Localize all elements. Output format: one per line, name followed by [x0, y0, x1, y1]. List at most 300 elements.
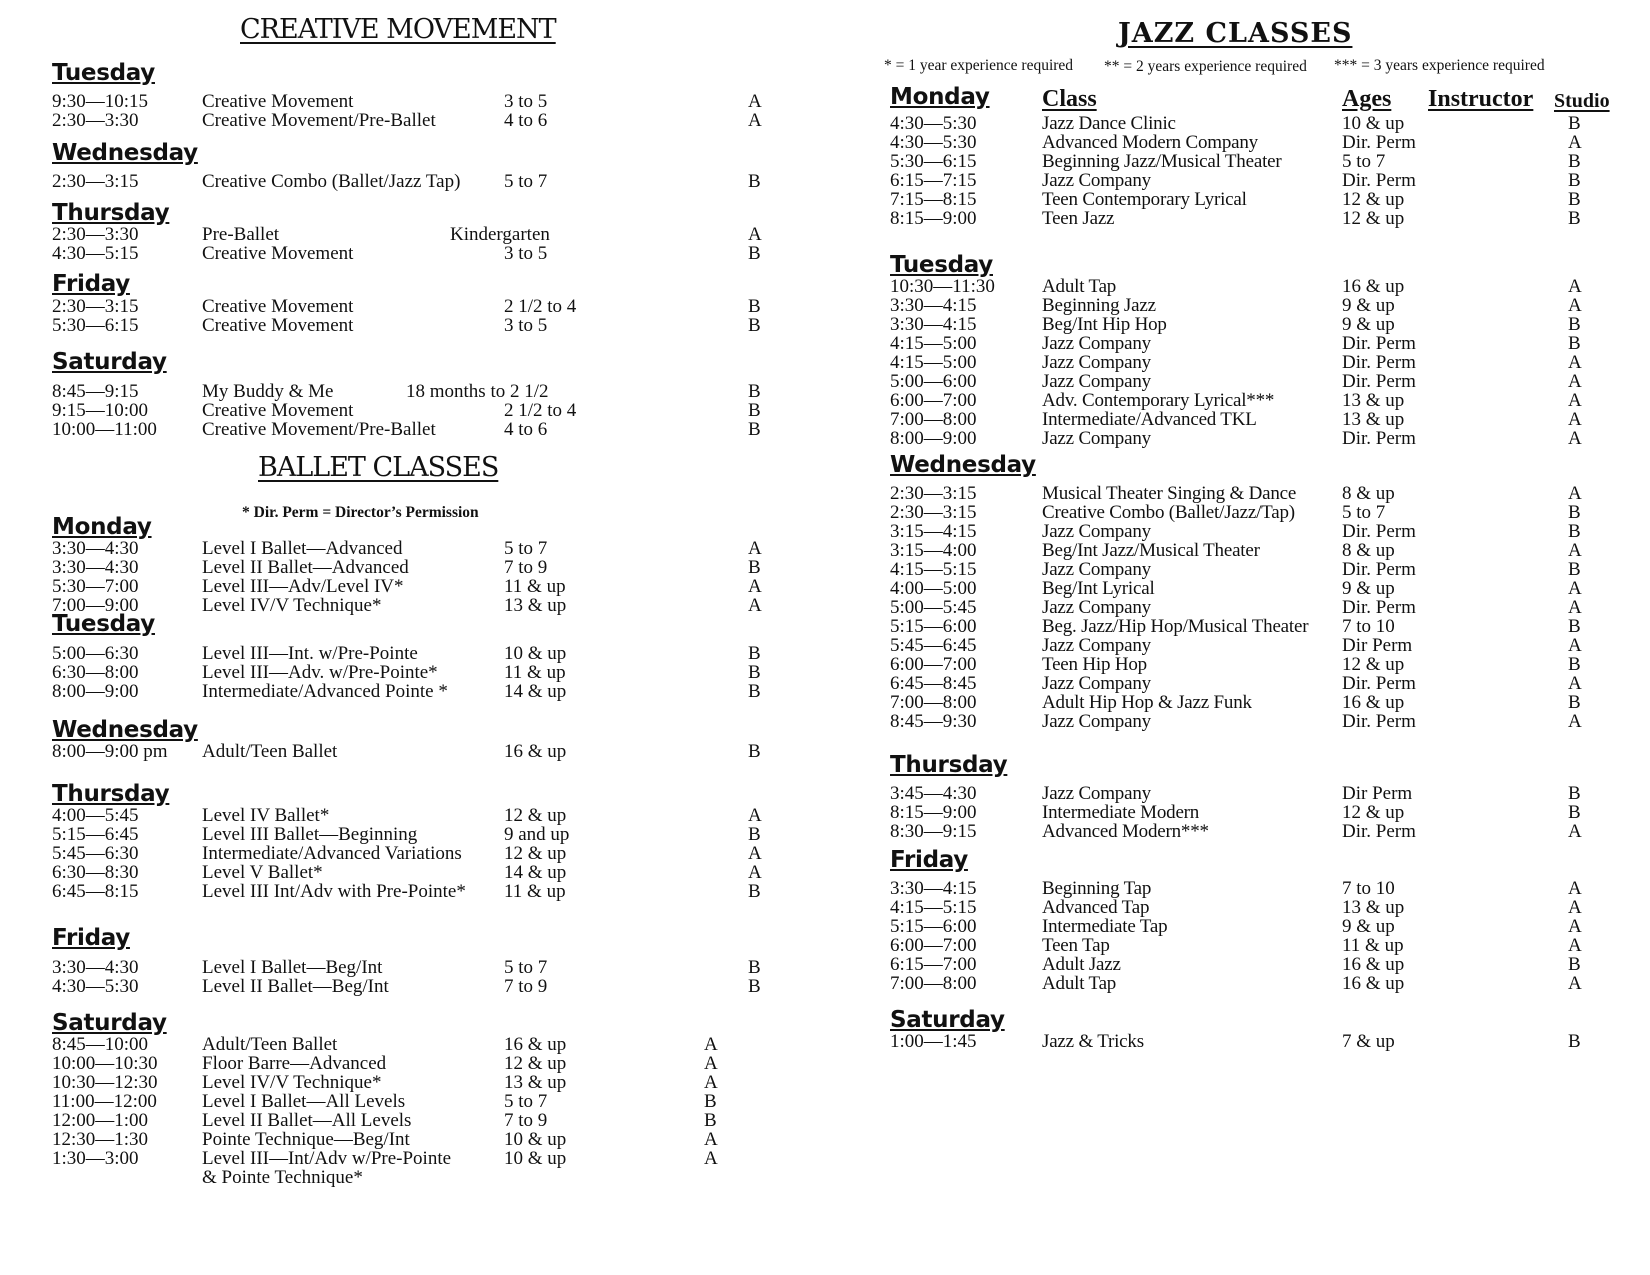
- creative-movement-class-row: [52, 316, 792, 336]
- class-name: Jazz Company: [1042, 673, 1151, 694]
- class-studio: B: [704, 1091, 717, 1112]
- jazz-class-row: [890, 1032, 1630, 1052]
- jazz-class-row: [890, 917, 1630, 937]
- class-name: Jazz Company: [1042, 635, 1151, 656]
- class-ages: 12 & up: [1342, 189, 1405, 210]
- class-studio: A: [1568, 597, 1582, 618]
- creative-movement-day-heading: Wednesday: [52, 140, 198, 166]
- jazz-class-row: [890, 353, 1630, 373]
- class-time: 6:15—7:15: [890, 170, 977, 191]
- jazz-class-row: [890, 955, 1630, 975]
- class-studio: A: [704, 1034, 718, 1055]
- creative-movement-day-heading: Thursday: [52, 200, 170, 226]
- class-name: Jazz Company: [1042, 559, 1151, 580]
- class-name: Musical Theater Singing & Dance: [1042, 483, 1297, 504]
- class-name: Jazz Company: [1042, 521, 1151, 542]
- class-name: Advanced Tap: [1042, 897, 1150, 918]
- ballet-day-heading: Friday: [52, 925, 130, 951]
- ballet-day-heading: Tuesday: [52, 611, 155, 637]
- class-ages: 13 & up: [1342, 390, 1405, 411]
- class-studio: B: [1568, 954, 1581, 975]
- class-name: Teen Hip Hop: [1042, 654, 1147, 675]
- ballet-class-row: [52, 577, 792, 597]
- class-time: 6:00—7:00: [890, 654, 977, 675]
- class-name: Pointe Technique—Beg/Int: [202, 1129, 410, 1150]
- class-time: 7:00—8:00: [890, 409, 977, 430]
- class-ages: Dir. Perm: [1342, 711, 1416, 732]
- class-name: Creative Movement: [202, 296, 354, 317]
- class-name: Intermediate Modern: [1042, 802, 1200, 823]
- class-name: Intermediate/Advanced TKL: [1042, 409, 1257, 430]
- jazz-class-row: [890, 879, 1630, 899]
- class-time: 5:00—6:30: [52, 643, 139, 664]
- jazz-class-row: [890, 484, 1630, 504]
- class-studio: A: [704, 1053, 718, 1074]
- class-name: Advanced Modern***: [1042, 821, 1209, 842]
- class-ages: Dir. Perm: [1342, 521, 1416, 542]
- ballet-class-row: [52, 1054, 792, 1074]
- class-ages: 5 to 7: [504, 1091, 548, 1112]
- class-time: 4:15—5:00: [890, 333, 977, 354]
- class-time: 3:45—4:30: [890, 783, 977, 804]
- jazz-class-row: [890, 277, 1630, 297]
- class-time: 8:00—9:00: [890, 428, 977, 449]
- class-name: Creative Movement: [202, 91, 354, 112]
- class-ages: 7 to 9: [504, 557, 548, 578]
- class-name: Jazz Company: [1042, 371, 1151, 392]
- class-ages: 12 & up: [1342, 208, 1405, 229]
- class-ages: 12 & up: [504, 1053, 567, 1074]
- class-studio: A: [748, 576, 762, 597]
- class-ages: 13 & up: [504, 595, 567, 616]
- jazz-class-row: [890, 315, 1630, 335]
- class-time: 2:30—3:15: [890, 483, 977, 504]
- header-class: Class: [1042, 86, 1097, 112]
- header-instructor: Instructor: [1428, 86, 1534, 112]
- creative-movement-class-row: [52, 244, 792, 264]
- class-ages: 12 & up: [504, 805, 567, 826]
- class-studio: B: [1568, 692, 1581, 713]
- class-studio: B: [1568, 189, 1581, 210]
- class-time: 3:15—4:15: [890, 521, 977, 542]
- class-ages: 7 to 10: [1342, 878, 1395, 899]
- jazz-note-2: ** = 2 years experience required: [1104, 58, 1307, 75]
- class-studio: B: [748, 824, 761, 845]
- class-ages: 16 & up: [504, 741, 567, 762]
- jazz-day-heading: Monday: [890, 84, 990, 110]
- class-name: Level III—Int. w/Pre-Pointe: [202, 643, 418, 664]
- jazz-class-row: [890, 974, 1630, 994]
- jazz-class-row: [890, 579, 1630, 599]
- jazz-class-row: [890, 334, 1630, 354]
- class-ages: 12 & up: [504, 843, 567, 864]
- class-ages: 13 & up: [504, 1072, 567, 1093]
- jazz-class-row: [890, 429, 1630, 449]
- class-name: Creative Movement: [202, 315, 354, 336]
- class-time: 7:15—8:15: [890, 189, 977, 210]
- class-time: 4:15—5:00: [890, 352, 977, 373]
- class-studio: A: [1568, 935, 1582, 956]
- class-studio: B: [748, 243, 761, 264]
- class-name: Level II Ballet—All Levels: [202, 1110, 412, 1131]
- class-time: 2:30—3:30: [52, 110, 139, 131]
- class-name: Beg. Jazz/Hip Hop/Musical Theater: [1042, 616, 1309, 637]
- class-time: 10:00—11:00: [52, 419, 157, 440]
- class-time: 3:30—4:30: [52, 557, 139, 578]
- class-ages: 13 & up: [1342, 897, 1405, 918]
- class-ages: 10 & up: [1342, 113, 1405, 134]
- class-studio: B: [748, 557, 761, 578]
- class-studio: B: [1568, 616, 1581, 637]
- ballet-day-heading: Wednesday: [52, 717, 198, 743]
- jazz-day-heading: Thursday: [890, 752, 1008, 778]
- ballet-class-row: [52, 1111, 792, 1131]
- class-studio: B: [748, 381, 761, 402]
- jazz-class-row: [890, 522, 1630, 542]
- class-ages: Dir. Perm: [1342, 428, 1416, 449]
- jazz-class-row: [890, 803, 1630, 823]
- class-ages: Dir. Perm: [1342, 597, 1416, 618]
- ballet-class-row: [52, 1168, 792, 1188]
- class-name: Level III—Int/Adv w/Pre-Pointe: [202, 1148, 452, 1169]
- class-ages: 9 & up: [1342, 578, 1395, 599]
- class-studio: A: [1568, 673, 1582, 694]
- class-ages: 9 & up: [1342, 295, 1395, 316]
- class-ages: 18 months to 2 1/2: [406, 381, 549, 402]
- class-name: Adult Jazz: [1042, 954, 1121, 975]
- creative-movement-class-row: [52, 92, 792, 112]
- class-ages: 12 & up: [1342, 654, 1405, 675]
- class-name: Level I Ballet—Beg/Int: [202, 957, 383, 978]
- class-time: 12:00—1:00: [52, 1110, 149, 1131]
- class-studio: A: [1568, 540, 1582, 561]
- class-name: Creative Combo (Ballet/Jazz/Tap): [1042, 502, 1295, 523]
- ballet-class-row: [52, 1035, 792, 1055]
- class-studio: B: [704, 1110, 717, 1131]
- class-ages: 16 & up: [1342, 692, 1405, 713]
- class-name: Teen Jazz: [1042, 208, 1115, 229]
- class-ages: 4 to 6: [504, 419, 548, 440]
- class-ages: 5 to 7: [504, 538, 548, 559]
- ballet-day-heading: Monday: [52, 514, 152, 540]
- class-ages: Dir. Perm: [1342, 821, 1416, 842]
- jazz-class-row: [890, 617, 1630, 637]
- class-name: Level IV Ballet*: [202, 805, 330, 826]
- class-studio: A: [748, 843, 762, 864]
- jazz-class-row: [890, 784, 1630, 804]
- class-name: Beginning Jazz/Musical Theater: [1042, 151, 1282, 172]
- class-ages: 5 to 7: [1342, 502, 1386, 523]
- class-time: 10:00—10:30: [52, 1053, 158, 1074]
- class-studio: A: [1568, 878, 1582, 899]
- ballet-title: BALLET CLASSES: [258, 452, 499, 483]
- class-time: 4:30—5:30: [52, 976, 139, 997]
- ballet-class-row: [52, 596, 792, 616]
- class-ages: 5 to 7: [1342, 151, 1386, 172]
- class-name: Intermediate Tap: [1042, 916, 1168, 937]
- class-studio: B: [748, 171, 761, 192]
- class-studio: B: [1568, 783, 1581, 804]
- creative-movement-title: CREATIVE MOVEMENT: [240, 14, 556, 45]
- class-name: Beg/Int Jazz/Musical Theater: [1042, 540, 1260, 561]
- class-studio: B: [1568, 802, 1581, 823]
- class-studio: B: [1568, 654, 1581, 675]
- ballet-class-row: [52, 1149, 792, 1169]
- jazz-day-heading: Friday: [890, 847, 968, 873]
- jazz-class-row: [890, 171, 1630, 191]
- class-time: 5:45—6:45: [890, 635, 977, 656]
- class-ages: Kindergarten: [450, 224, 550, 245]
- class-time: 7:00—8:00: [890, 692, 977, 713]
- class-time: 4:30—5:30: [890, 132, 977, 153]
- class-time: 11:00—12:00: [52, 1091, 157, 1112]
- class-studio: B: [748, 957, 761, 978]
- jazz-class-row: [890, 598, 1630, 618]
- class-time: 8:45—10:00: [52, 1034, 149, 1055]
- jazz-class-row: [890, 503, 1630, 523]
- class-name: Pre-Ballet: [202, 224, 280, 245]
- class-name: Adult Tap: [1042, 973, 1117, 994]
- class-studio: A: [1568, 371, 1582, 392]
- class-name: Level IV/V Technique*: [202, 595, 382, 616]
- class-ages: Dir. Perm: [1342, 352, 1416, 373]
- class-studio: A: [1568, 295, 1582, 316]
- class-time: 5:15—6:00: [890, 916, 977, 937]
- class-studio: A: [704, 1129, 718, 1150]
- class-name: Intermediate/Advanced Variations: [202, 843, 462, 864]
- class-ages: Dir. Perm: [1342, 371, 1416, 392]
- class-time: 4:30—5:30: [890, 113, 977, 134]
- class-ages: 7 to 9: [504, 1110, 548, 1131]
- ballet-class-row: [52, 844, 792, 864]
- class-name: Level V Ballet*: [202, 862, 323, 883]
- class-time: 3:30—4:30: [52, 538, 139, 559]
- class-ages: 9 & up: [1342, 314, 1395, 335]
- class-studio: A: [1568, 711, 1582, 732]
- class-studio: A: [748, 538, 762, 559]
- class-ages: 7 to 9: [504, 976, 548, 997]
- creative-movement-day-heading: Saturday: [52, 349, 167, 375]
- class-time: 8:15—9:00: [890, 208, 977, 229]
- class-time: 2:30—3:15: [890, 502, 977, 523]
- creative-movement-class-row: [52, 111, 792, 131]
- jazz-note-3: *** = 3 years experience required: [1334, 57, 1545, 74]
- class-ages: Dir. Perm: [1342, 170, 1416, 191]
- class-name: Level IV/V Technique*: [202, 1072, 382, 1093]
- class-studio: B: [1568, 333, 1581, 354]
- class-ages: Dir Perm: [1342, 635, 1413, 656]
- ballet-class-row: [52, 644, 792, 664]
- class-ages: 9 & up: [1342, 916, 1395, 937]
- class-time: 4:15—5:15: [890, 897, 977, 918]
- creative-movement-day-heading: Tuesday: [52, 60, 155, 86]
- class-time: 7:00—9:00: [52, 595, 139, 616]
- jazz-class-row: [890, 693, 1630, 713]
- creative-movement-class-row: [52, 225, 792, 245]
- class-name: Jazz Dance Clinic: [1042, 113, 1176, 134]
- ballet-class-row: [52, 977, 792, 997]
- class-name: My Buddy & Me: [202, 381, 334, 402]
- class-name: Level III Int/Adv with Pre-Pointe*: [202, 881, 466, 902]
- class-time: 5:30—7:00: [52, 576, 139, 597]
- class-time: 6:30—8:30: [52, 862, 139, 883]
- class-studio: A: [748, 805, 762, 826]
- class-studio: B: [748, 881, 761, 902]
- class-ages: 11 & up: [1342, 935, 1404, 956]
- ballet-class-row: [52, 958, 792, 978]
- class-studio: B: [1568, 151, 1581, 172]
- class-ages: 14 & up: [504, 681, 567, 702]
- class-ages: 8 & up: [1342, 540, 1395, 561]
- class-time: 8:00—9:00 pm: [52, 741, 168, 762]
- class-name: Intermediate/Advanced Pointe *: [202, 681, 448, 702]
- class-studio: B: [748, 315, 761, 336]
- class-name: Jazz Company: [1042, 170, 1151, 191]
- class-name: Level I Ballet—Advanced: [202, 538, 403, 559]
- class-time: 5:15—6:00: [890, 616, 977, 637]
- class-time: 4:30—5:15: [52, 243, 139, 264]
- class-studio: B: [1568, 1031, 1581, 1052]
- class-name: Adult Tap: [1042, 276, 1117, 297]
- class-name: Adult Hip Hop & Jazz Funk: [1042, 692, 1252, 713]
- ballet-class-row: [52, 882, 792, 902]
- class-studio: B: [1568, 502, 1581, 523]
- class-time: 4:00—5:45: [52, 805, 139, 826]
- class-time: 9:30—10:15: [52, 91, 149, 112]
- class-ages: Dir. Perm: [1342, 673, 1416, 694]
- class-ages: 13 & up: [1342, 409, 1405, 430]
- class-name: Level II Ballet—Beg/Int: [202, 976, 389, 997]
- class-studio: B: [748, 643, 761, 664]
- ballet-day-heading: Thursday: [52, 781, 170, 807]
- class-ages: 16 & up: [1342, 973, 1405, 994]
- class-ages: 4 to 6: [504, 110, 548, 131]
- class-studio: B: [748, 681, 761, 702]
- class-time: 5:00—5:45: [890, 597, 977, 618]
- jazz-day-heading: Saturday: [890, 1007, 1005, 1033]
- class-time: 6:30—8:00: [52, 662, 139, 683]
- ballet-class-row: [52, 539, 792, 559]
- class-ages: 11 & up: [504, 576, 566, 597]
- ballet-class-row: [52, 825, 792, 845]
- ballet-class-row: [52, 663, 792, 683]
- class-name: Jazz Company: [1042, 711, 1151, 732]
- class-name: Level III—Adv. w/Pre-Pointe*: [202, 662, 438, 683]
- class-time: 3:30—4:15: [890, 878, 977, 899]
- class-time: 8:45—9:30: [890, 711, 977, 732]
- jazz-class-row: [890, 152, 1630, 172]
- jazz-class-row: [890, 372, 1630, 392]
- class-studio: A: [704, 1072, 718, 1093]
- class-name: Jazz & Tricks: [1042, 1031, 1144, 1052]
- class-name: Jazz Company: [1042, 597, 1151, 618]
- class-studio: A: [1568, 897, 1582, 918]
- class-time: 5:15—6:45: [52, 824, 139, 845]
- class-time: 6:45—8:15: [52, 881, 139, 902]
- class-studio: B: [748, 662, 761, 683]
- class-studio: B: [748, 419, 761, 440]
- class-time: 9:15—10:00: [52, 400, 149, 421]
- class-name: Floor Barre—Advanced: [202, 1053, 387, 1074]
- class-studio: B: [748, 296, 761, 317]
- class-time: 6:45—8:45: [890, 673, 977, 694]
- header-studio: Studio: [1554, 90, 1610, 112]
- class-name: Adv. Contemporary Lyrical***: [1042, 390, 1275, 411]
- class-ages: 12 & up: [1342, 802, 1405, 823]
- class-time: 12:30—1:30: [52, 1129, 149, 1150]
- class-studio: A: [748, 110, 762, 131]
- jazz-class-row: [890, 114, 1630, 134]
- class-name: Jazz Company: [1042, 428, 1151, 449]
- class-ages: 3 to 5: [504, 243, 548, 264]
- class-studio: A: [748, 595, 762, 616]
- ballet-note: * Dir. Perm = Director’s Permission: [242, 504, 479, 521]
- jazz-class-row: [890, 936, 1630, 956]
- jazz-day-heading: Tuesday: [890, 252, 993, 278]
- class-studio: B: [748, 400, 761, 421]
- class-ages: 9 and up: [504, 824, 570, 845]
- jazz-class-row: [890, 296, 1630, 316]
- class-name: Level III—Adv/Level IV*: [202, 576, 404, 597]
- class-ages: 5 to 7: [504, 957, 548, 978]
- class-studio: A: [1568, 483, 1582, 504]
- jazz-class-row: [890, 636, 1630, 656]
- class-name: Jazz Company: [1042, 783, 1151, 804]
- creative-movement-class-row: [52, 420, 792, 440]
- class-studio: A: [704, 1148, 718, 1169]
- class-time: 10:30—11:30: [890, 276, 995, 297]
- class-time: 1:30—3:00: [52, 1148, 139, 1169]
- ballet-class-row: [52, 558, 792, 578]
- class-studio: A: [748, 862, 762, 883]
- class-time: 3:30—4:30: [52, 957, 139, 978]
- class-ages: Dir Perm: [1342, 783, 1413, 804]
- class-time: 1:00—1:45: [890, 1031, 977, 1052]
- class-ages: Dir. Perm: [1342, 559, 1416, 580]
- class-name: Creative Movement: [202, 243, 354, 264]
- jazz-class-row: [890, 209, 1630, 229]
- class-ages: 11 & up: [504, 881, 566, 902]
- jazz-class-row: [890, 190, 1630, 210]
- class-studio: A: [1568, 409, 1582, 430]
- class-time: 6:15—7:00: [890, 954, 977, 975]
- class-name: Beginning Tap: [1042, 878, 1152, 899]
- class-ages: 16 & up: [1342, 954, 1405, 975]
- class-studio: A: [1568, 428, 1582, 449]
- class-ages: 8 & up: [1342, 483, 1395, 504]
- class-studio: B: [1568, 559, 1581, 580]
- creative-movement-class-row: [52, 297, 792, 317]
- ballet-class-row: [52, 1092, 792, 1112]
- class-studio: A: [748, 224, 762, 245]
- class-ages: 10 & up: [504, 1129, 567, 1150]
- class-ages: 10 & up: [504, 643, 567, 664]
- class-studio: A: [1568, 276, 1582, 297]
- class-studio: B: [1568, 521, 1581, 542]
- class-studio: A: [1568, 352, 1582, 373]
- jazz-class-row: [890, 655, 1630, 675]
- class-ages: 3 to 5: [504, 315, 548, 336]
- jazz-class-row: [890, 410, 1630, 430]
- class-studio: B: [1568, 314, 1581, 335]
- class-name: Level I Ballet—All Levels: [202, 1091, 406, 1112]
- class-time: 8:30—9:15: [890, 821, 977, 842]
- jazz-day-heading: Wednesday: [890, 452, 1036, 478]
- class-time: 6:00—7:00: [890, 935, 977, 956]
- class-studio: A: [1568, 390, 1582, 411]
- class-name: Beg/Int Hip Hop: [1042, 314, 1167, 335]
- class-name: Jazz Company: [1042, 333, 1151, 354]
